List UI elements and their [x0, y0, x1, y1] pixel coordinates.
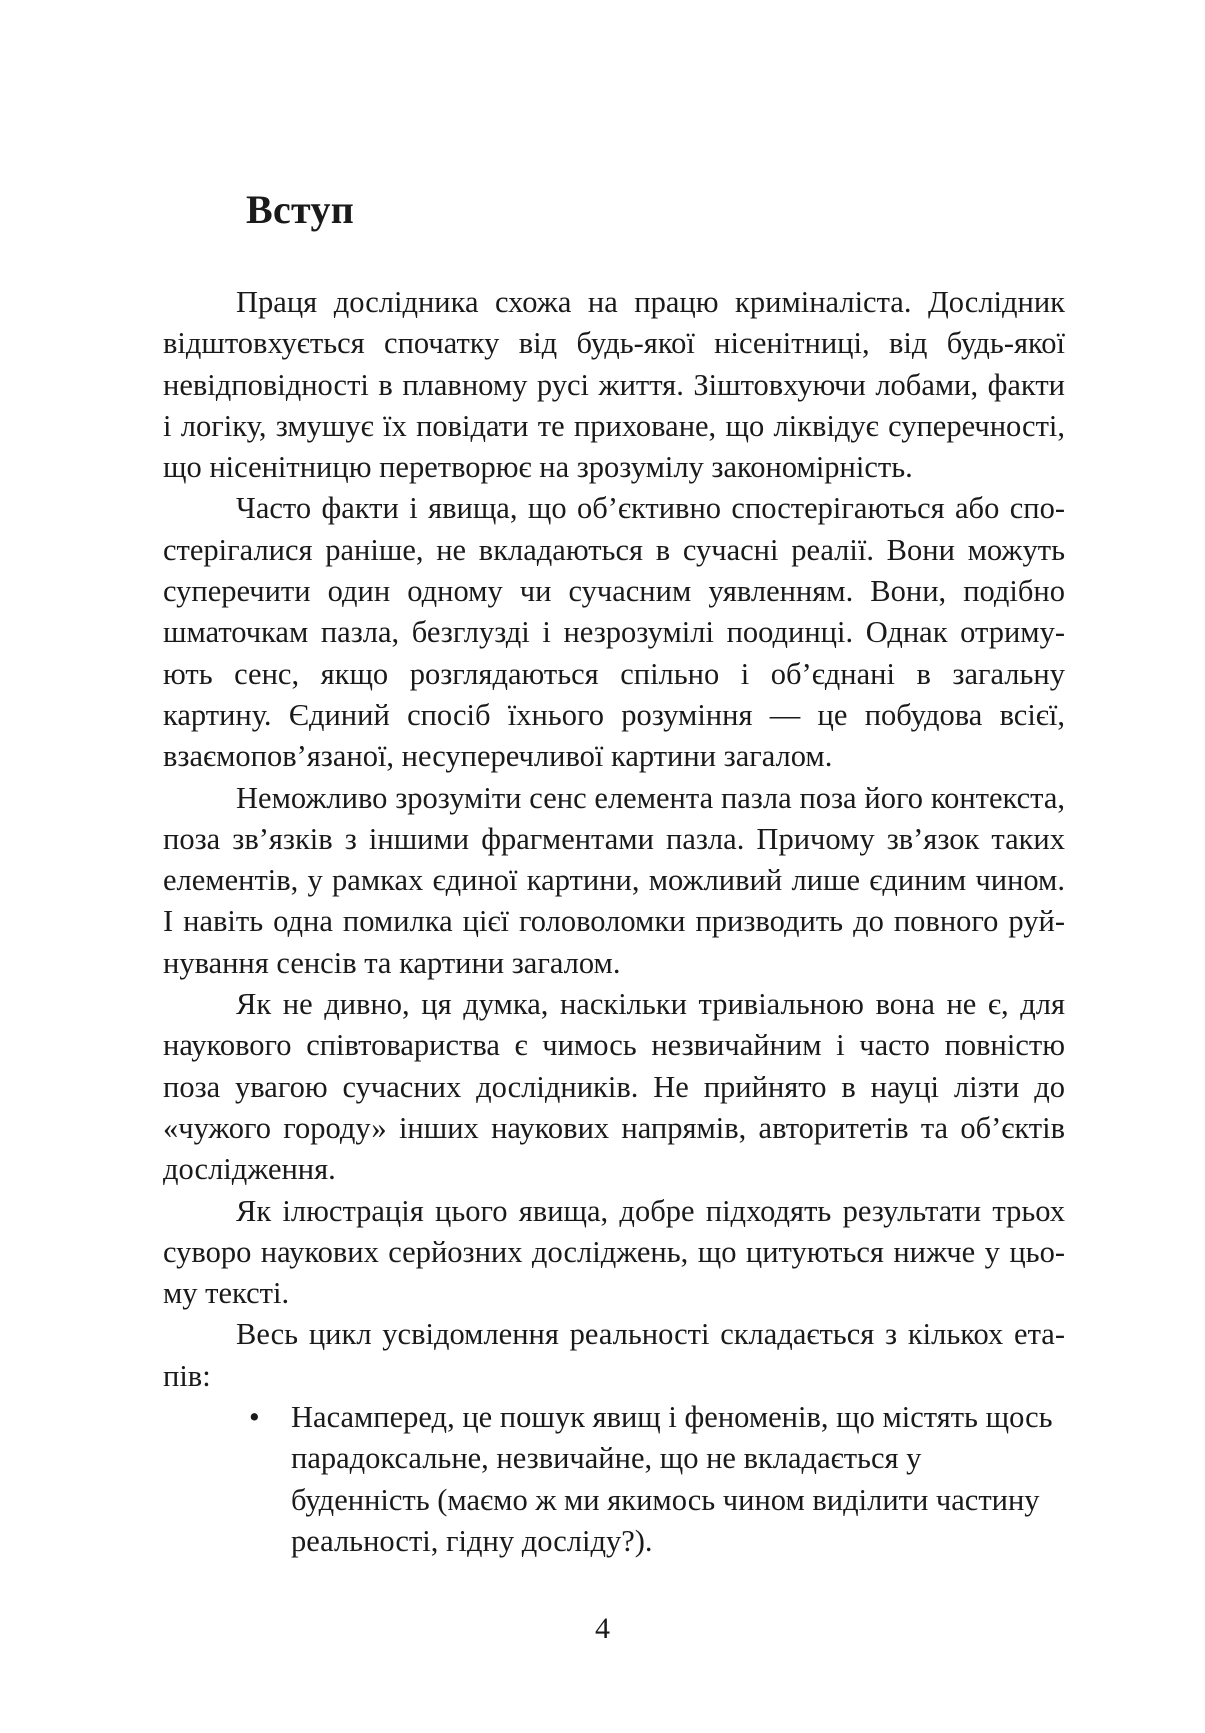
list-item: [163, 1397, 1065, 1562]
page-number: 4: [595, 1612, 610, 1645]
section-title: Вступ: [246, 187, 355, 232]
paragraph-illustration: Як ілюстрація цього явища, добре підходять результати трьох суворо наукових серйозних досліджень, що цитуються нижче у цьому тексті.: [163, 1193, 1065, 1311]
paragraph-cycle: Весь цикл усвідомлення реальності складається з кількох етапів:: [163, 1317, 1065, 1393]
bullet-icon: •: [249, 1400, 260, 1435]
paragraph-intro: Праця дослідника схожа на працю криміналіста. Дослідник відштовхується спочатку від будь-якої нісенітниці, від будь-якої невідповідності в плавному русі життя. Зіштовхуючи лобами, факти і логіку, змушує їх повідати те приховане, що ліквідує суперечності, що нісенітницю перетворює на зрозумілу закономірність.: [163, 285, 1065, 485]
body-text: [163, 282, 1065, 1562]
paragraph-puzzle: Неможливо зрозуміти сенс елемента пазла поза його контекста, поза зв’язків з іншими фрагментами пазла. Причому зв’язок таких елементів, у рамках єдиної картини, можливий лише єдиним чином. І навіть одна помилка цієї головоломки призводить до повного руйнування сенсів та картини загалом.: [163, 780, 1065, 980]
stages-list: [163, 1397, 1065, 1562]
paragraph-scientific-community: Як не дивно, ця думка, наскільки тривіальною вона не є, для наукового співтовариства є чимось незвичайним і часто повністю поза увагою сучасних дослідників. Не прийнято в науці лізти до «чужого городу» інших наукових напрямів, авторитетів та об’єктів дослідження.: [163, 987, 1065, 1187]
list-item-text: Насамперед, це пошук явищ і феноменів, що містять щось парадоксальне, незвичайне, що не вкладається у буденність (маємо ж ми якимось чином виділити частину реальності, гідну досліду?).: [291, 1400, 1053, 1558]
paragraph-facts: Часто факти і явища, що об’єктивно спостерігаються або спостерігалися раніше, не вкладаються в сучасні реалії. Вони можуть суперечити один одному чи сучасним уявленням. Вони, подібно шматочкам пазла, безглузді і незрозумілі поодинці. Однак отримують сенс, якщо розглядаються спільно і об’єднані в загальну картину. Єдиний спосіб їхнього розуміння — це побудова всієї, взаємопов’язаної, несуперечливої картини загалом.: [163, 491, 1065, 774]
